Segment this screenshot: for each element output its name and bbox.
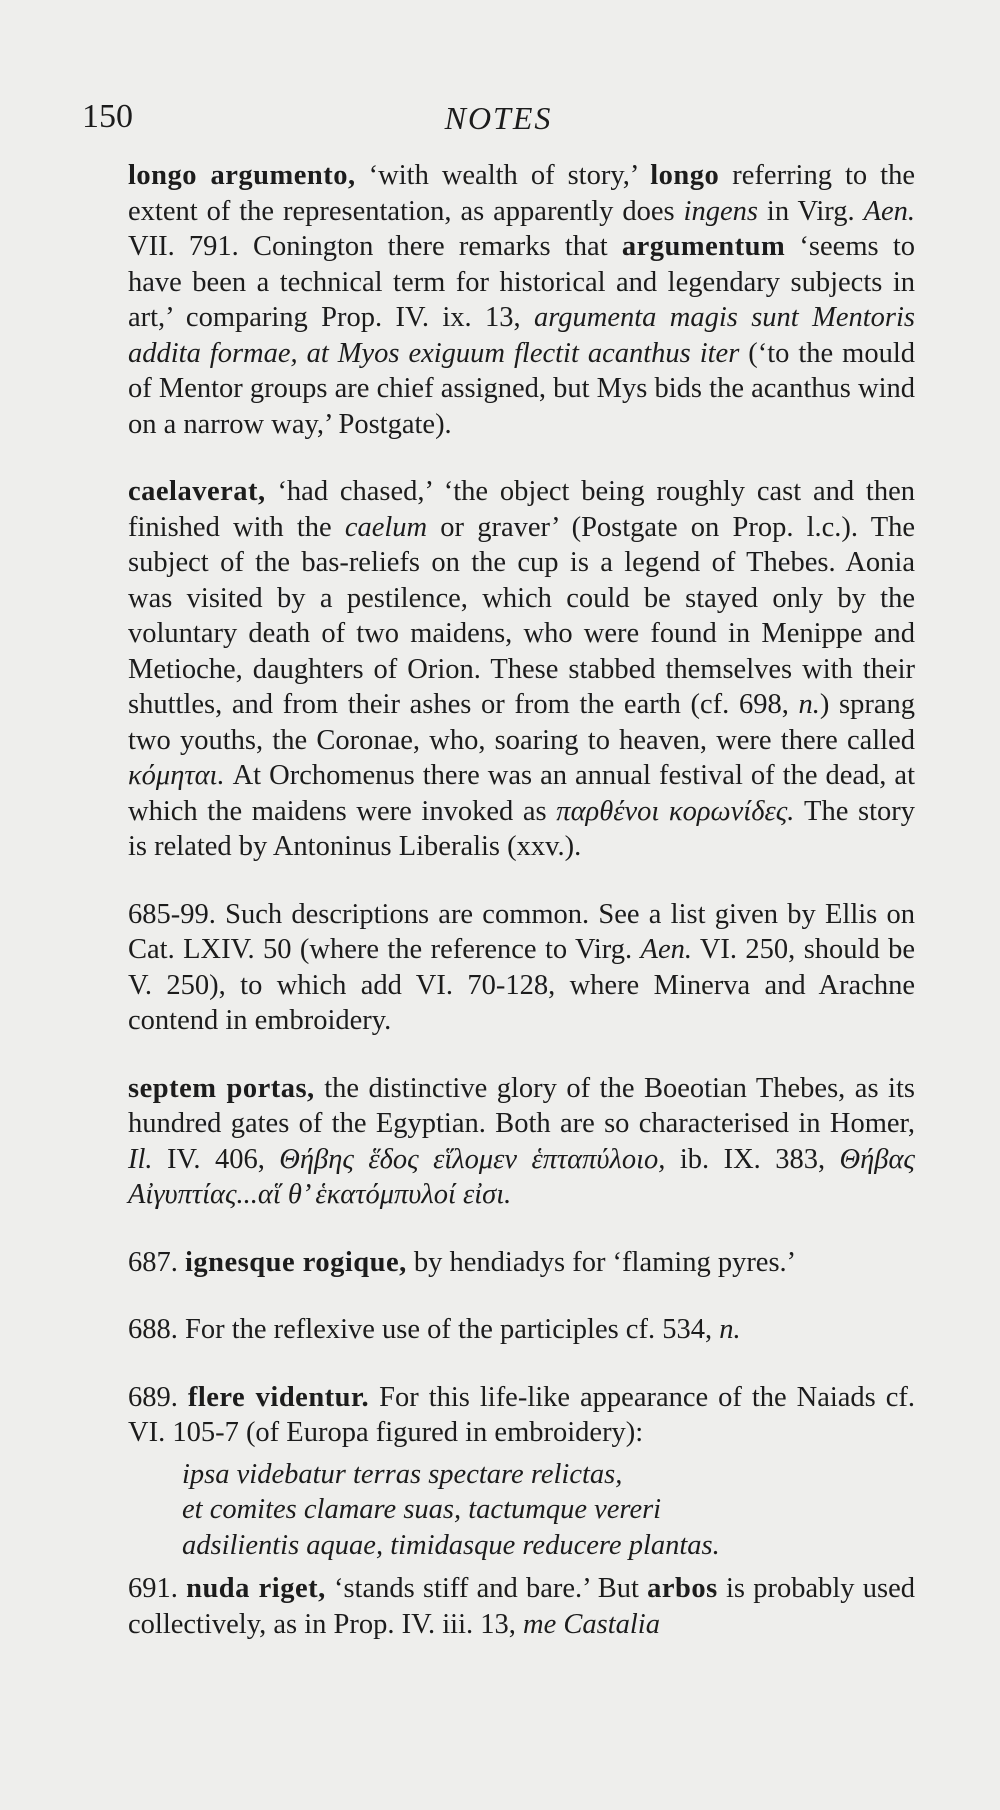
note-text: ‘seems to have been a technical term for historical and legendary subjects in art,’ comparing Prop. IV. ix. 13,: [128, 231, 915, 333]
greek-citation: Θήβας Αἰγυπτίας...αἵ θ’ ἑκατόμπυλοί εἰσι.: [128, 1143, 915, 1210]
note-text: referring to the extent of the representation, as apparently does: [128, 160, 915, 227]
verse-line: ipsa videbatur terras spectare relictas,: [182, 1458, 623, 1490]
note-number: 689.: [128, 1381, 178, 1413]
note-lemma: longo argumento,: [128, 160, 356, 191]
note-number: 691.: [128, 1573, 178, 1604]
note-text: or graver’ (Postgate on Prop. l.c.). The subject of the bas-reliefs on the cup is a legend of Thebes. Aonia was visited by a pestilence, which could be stayed only by the voluntary death of two maidens, who were found in Menippe and Metioche, daughters of Orion. These stabbed themselves with their shuttles, and from their ashes or from the earth (cf. 698,: [128, 511, 916, 720]
note-caelaverat: [82, 474, 915, 865]
note-lemma: caelaverat,: [128, 476, 266, 507]
note-text: For this life-like appearance of the Naiads cf. VI. 105-7 (of Europa figured in embroidery):: [128, 1381, 916, 1448]
note-italic-term: Aen.: [863, 195, 915, 227]
verse-line: adsilientis aquae, timidasque reducere plantas.: [182, 1529, 720, 1561]
notes-body: [82, 158, 915, 1642]
note-text: by hendiadys for ‘flaming pyres.’: [406, 1246, 797, 1278]
note-septem-portas: [82, 1071, 915, 1213]
note-italic-term: caelum: [344, 511, 428, 543]
note-text: is probably used collectively, as in Prop. IV. iii. 13,: [128, 1573, 915, 1640]
note-number: 687.: [128, 1246, 178, 1278]
note-text: ) sprang two youths, the Coronae, who, soaring to heaven, were there called: [128, 689, 915, 756]
note-text: (‘to the mould of Mentor groups are chief assigned, but Mys bids the acanthus wind on a narrow way,’ Postgate).: [128, 337, 915, 440]
verse-quotation: [182, 1457, 915, 1564]
note-longo-argumento: [82, 158, 915, 442]
note-italic-term: n.: [719, 1314, 741, 1345]
note-italic-term: Aen.: [640, 934, 692, 965]
note-text: For the reflexive use of the participles cf. 534,: [177, 1314, 720, 1345]
note-text: ‘with wealth of story,’: [355, 160, 651, 191]
running-head: [82, 98, 915, 158]
note-lemma: septem portas,: [128, 1072, 315, 1104]
note-number: 685-99.: [128, 898, 216, 930]
note-text: IV. 406,: [152, 1143, 280, 1175]
note-687: [82, 1245, 915, 1281]
note-italic-term: n.: [798, 689, 820, 720]
note-lemma: flere videntur.: [187, 1381, 370, 1413]
note-text: ‘had chased,’ ‘the object being roughly cast and then finished with the: [128, 476, 915, 543]
note-text: the distinctive glory of the Boeotian Thebes, as its hundred gates of the Egyptian. Both are so characterised in Homer,: [128, 1072, 915, 1139]
note-text: ib. IX. 383,: [665, 1143, 840, 1175]
note-text: VI. 250, should be V. 250), to which add VI. 70-128, where Minerva and Arachne contend in embroidery.: [128, 934, 915, 1036]
note-text: Such descriptions are common. See a list given by Ellis on Cat. LXIV. 50 (where the reference to Virg.: [128, 898, 915, 965]
page-number: 150: [82, 98, 133, 135]
note-691: [82, 1571, 915, 1642]
running-title: NOTES: [444, 100, 553, 136]
note-bold-term: arbos: [647, 1573, 718, 1604]
latin-citation: argumenta magis sunt Mentoris addita formae, at Myos exiguum flectit acanthus iter: [128, 302, 915, 369]
note-689: [82, 1380, 915, 1451]
note-italic-term: Il.: [128, 1143, 153, 1175]
note-number: 688.: [128, 1314, 178, 1345]
note-lemma: nuda riget,: [186, 1573, 326, 1604]
greek-term: παρθένοι κορωνίδες.: [556, 795, 795, 827]
note-685-99: [82, 897, 915, 1039]
note-lemma: ignesque rogique,: [185, 1246, 407, 1278]
greek-citation: Θήβης ἕδος εἵλομεν ἑπταπύλοιο,: [279, 1143, 666, 1175]
verse-line: et comites clamare suas, tactumque vereri: [182, 1494, 662, 1525]
note-bold-term: argumentum: [621, 231, 786, 262]
note-text: ‘stands stiff and bare.’ But: [325, 1573, 648, 1604]
note-italic-term: ingens: [683, 195, 758, 227]
greek-term: κόμηται.: [128, 760, 225, 791]
note-text: VII. 791. Conington there remarks that: [128, 231, 622, 262]
note-bold-term: longo: [650, 160, 720, 191]
note-text: in Virg.: [757, 195, 864, 227]
note-text: The story is related by Antoninus Liberalis (xxv.).: [128, 795, 916, 862]
note-688: [82, 1312, 915, 1348]
note-text: At Orchomenus there was an annual festival of the dead, at which the maidens were invoked as: [128, 760, 915, 827]
book-page: [0, 98, 1000, 1810]
latin-citation: me Castalia: [523, 1608, 660, 1640]
